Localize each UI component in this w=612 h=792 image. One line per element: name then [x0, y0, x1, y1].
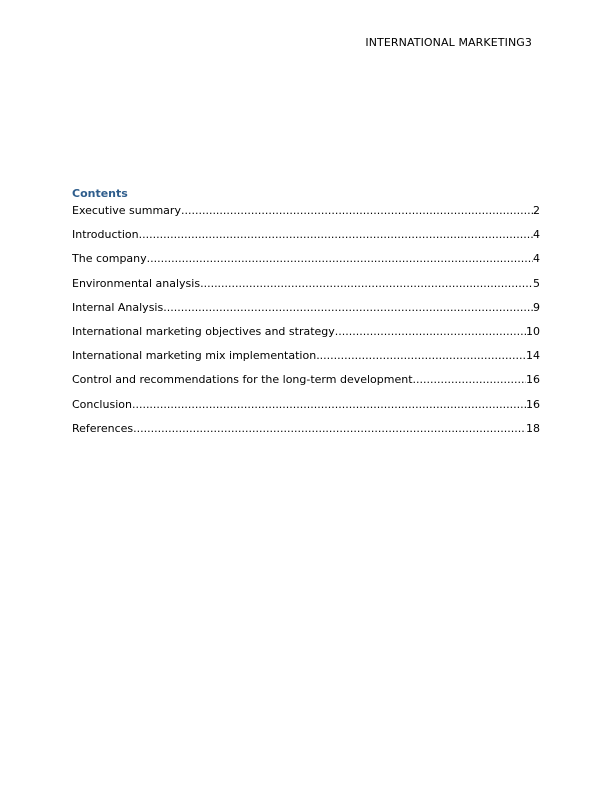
toc-entry-control-and-recommendations[interactable] [72, 373, 540, 397]
toc-dot-leader [181, 204, 533, 218]
toc-entry-page: 4 [533, 252, 540, 266]
toc-list [72, 204, 540, 446]
toc-entry-title: Control and recommendations for the long-term development [72, 373, 413, 387]
toc-entry-environmental-analysis[interactable] [72, 277, 540, 301]
toc-entry-marketing-mix[interactable] [72, 349, 540, 373]
toc-entry-the-company[interactable] [72, 252, 540, 276]
toc-heading: Contents [72, 187, 128, 200]
toc-entry-page: 16 [526, 397, 540, 411]
toc-entry-internal-analysis[interactable] [72, 301, 540, 325]
toc-entry-page: 4 [533, 228, 540, 242]
toc-entry-page: 16 [526, 373, 540, 387]
toc-entry-page: 2 [533, 204, 540, 217]
toc-dot-leader [413, 373, 526, 387]
toc-entry-introduction[interactable] [72, 228, 540, 252]
toc-entry-page: 10 [526, 324, 540, 338]
toc-dot-leader [335, 325, 526, 339]
toc-dot-leader [133, 422, 526, 436]
toc-dot-leader [132, 398, 526, 412]
toc-dot-leader [316, 349, 526, 363]
toc-entry-title: Environmental analysis [72, 276, 201, 290]
running-head: INTERNATIONAL MARKETING3 [365, 36, 532, 49]
toc-entry-references[interactable] [72, 422, 540, 446]
toc-entry-title: Executive summary [72, 204, 181, 217]
toc-entry-objectives-and-strategy[interactable] [72, 325, 540, 349]
toc-entry-title: Conclusion [72, 397, 132, 411]
toc-dot-leader [147, 252, 533, 266]
toc-entry-page: 5 [533, 276, 540, 290]
toc-entry-title: Internal Analysis [72, 300, 164, 314]
toc-entry-title: International marketing objectives and strategy [72, 324, 335, 338]
toc-entry-title: International marketing mix implementation [72, 349, 317, 363]
toc-entry-page: 14 [526, 349, 540, 363]
toc-entry-title: References [72, 421, 134, 435]
toc-dot-leader [139, 228, 533, 242]
toc-entry-title: Introduction [72, 228, 139, 242]
toc-dot-leader [200, 277, 533, 291]
toc-entry-executive-summary[interactable] [72, 204, 540, 228]
toc-entry-page: 9 [533, 300, 540, 314]
toc-entry-page: 18 [526, 421, 540, 435]
toc-entry-conclusion[interactable] [72, 398, 540, 422]
table-of-contents [72, 186, 540, 446]
toc-entry-title: The company [72, 252, 147, 266]
toc-dot-leader [163, 301, 533, 315]
